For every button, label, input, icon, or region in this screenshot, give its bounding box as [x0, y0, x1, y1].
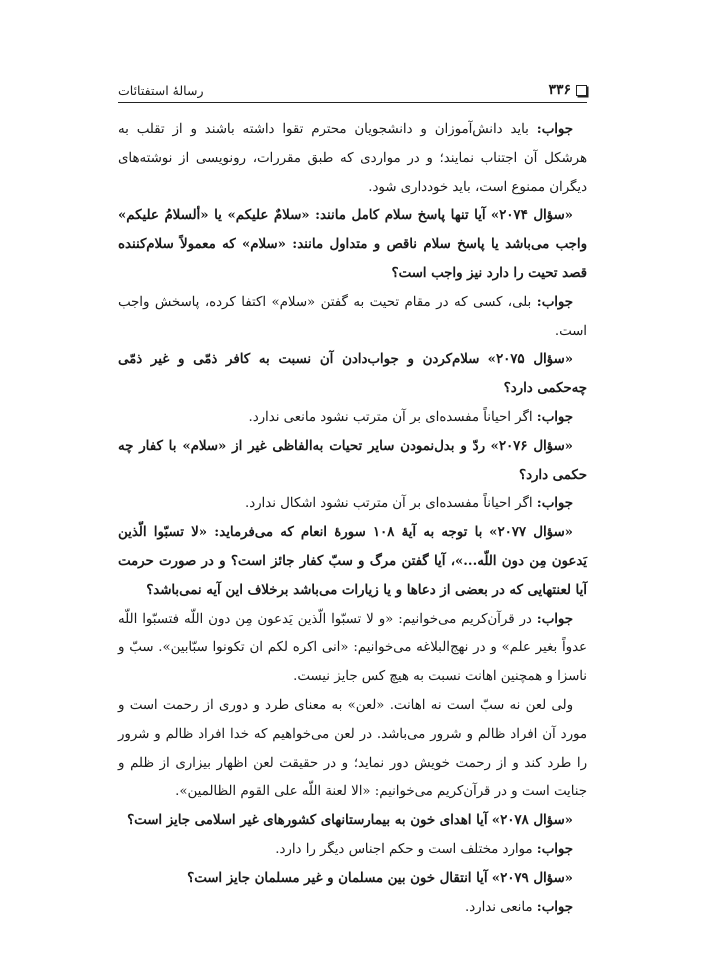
answer-paragraph: [118, 289, 587, 347]
question-text: با توجه به آیهٔ ۱۰۸ سورهٔ انعام که می‌فرماید: «لا تسبّوا الّذین یَدعون مِن دون اللّه...»، آیا گفتن مرگ و سبّ کفار جائز است؟ و در صورت حرمت آیا لعنتهایی که در بعضی از دعاها و یا زیارات می‌باشد برخلاف این آیه نمی‌باشد؟: [118, 525, 587, 598]
answer-text: بلی، کسی که در مقام تحیت به گفتن «سلام» اکتفا کرده، پاسخش واجب است.: [118, 294, 587, 339]
answer-label: جواب:: [536, 409, 573, 425]
answer-paragraph: [118, 116, 587, 202]
question-label: «سؤال ۲۰۷۴»: [490, 208, 573, 224]
answer-text: مانعی ندارد.: [465, 899, 533, 915]
question-text: سلام‌کردن و جواب‌دادن آن نسبت به کافر ذمّی و غیر ذمّی چه‌حکمی دارد؟: [118, 352, 587, 397]
text-paragraph: [118, 692, 587, 807]
answer-label: جواب:: [536, 496, 573, 512]
para-text: ولی لعن نه سبّ است نه اهانت. «لعن» به معنای طرد و دوری از رحمت است و مورد آن افراد ظالم و شرور می‌باشد. در لعن می‌خواهیم که خدا افراد ظالم و شرور را طرد کند و از رحمت خویش دور نماید؛ و در حقیقت لعن اظهار بیزاری از ظلم و جنایت است و در قرآن‌کریم می‌خوانیم: «الا لعنة اللّه علی القوم الظالمین».: [118, 697, 587, 800]
page-number-text: ۳۳۶: [548, 82, 571, 98]
answer-text: باید دانش‌آموزان و دانشجویان محترم تقوا داشته باشند و از تقلب به هرشکل آن اجتناب نمایند؛ و در مواردی که طبق مقررات، رونویسی از نوشته‌های دیگران ممنوع است، باید خودداری شود.: [118, 122, 587, 195]
question-label: «سؤال ۲۰۷۵»: [487, 352, 574, 368]
answer-paragraph: [118, 404, 587, 433]
question-text: آیا انتقال خون بین مسلمان و غیر مسلمان جایز است؟: [187, 870, 488, 886]
question-paragraph: [118, 433, 587, 491]
answer-paragraph: [118, 836, 587, 865]
question-label: «سؤال ۲۰۷۹»: [491, 870, 573, 886]
answer-paragraph: [118, 490, 587, 519]
running-title: رسالهٔ استفتائات: [118, 83, 204, 98]
question-label: «سؤال ۲۰۷۶»: [490, 438, 573, 454]
page-header: [118, 74, 587, 103]
answer-text: اگر احیاناً مفسده‌ای بر آن مترتب نشود مانعی ندارد.: [248, 409, 533, 425]
question-paragraph: [118, 865, 587, 894]
answer-paragraph: [118, 606, 587, 692]
answer-text: موارد مختلف است و حکم اجناس دیگر را دارد.: [275, 841, 533, 857]
answer-label: جواب:: [536, 841, 573, 857]
answer-label: جواب:: [536, 122, 573, 137]
answer-label: جواب:: [536, 294, 573, 310]
question-label: «سؤال ۲۰۷۸»: [491, 813, 573, 829]
document-body: [118, 116, 587, 922]
question-text: آیا تنها پاسخ سلام کامل مانند: «سلامٌ علیکم» یا «ألسلامُ علیکم» واجب می‌باشد یا پاسخ سلام ناقص و متداول مانند: «سلام» که معمولاً سلام‌کننده قصد تحیت را دارد نیز واجب است؟: [118, 208, 587, 281]
question-text: آیا اهدای خون به بیمارستانهای کشورهای غیر اسلامی جایز است؟: [127, 813, 488, 829]
square-bullet-icon: [576, 85, 587, 96]
answer-paragraph: [118, 894, 587, 923]
answer-text: در قرآن‌کریم می‌خوانیم: «و لا تسبّوا الّذین یَدعون مِن دون اللّه فتسبّوا اللّه عدواً بغیر علم» و در نهج‌البلاغه می‌خوانیم: «انی اکره لکم ان تکونوا سبّابین». سبّ و ناسزا و همچنین اهانت نسبت به هیچ کس جایز نیست.: [118, 611, 587, 685]
question-paragraph: [118, 202, 587, 288]
question-paragraph: [118, 807, 587, 836]
page-number: [548, 82, 587, 98]
question-text: ردّ و بدل‌نمودن سایر تحیات به‌الفاظی غیر از «سلام» با کفار چه حکمی دارد؟: [118, 438, 587, 483]
answer-text: اگر احیاناً مفسده‌ای بر آن مترتب نشود اشکال ندارد.: [244, 496, 533, 512]
question-paragraph: [118, 346, 587, 404]
question-label: «سؤال ۲۰۷۷»: [489, 525, 573, 541]
question-paragraph: [118, 519, 587, 605]
answer-label: جواب:: [536, 899, 573, 915]
answer-label: جواب:: [536, 611, 574, 627]
